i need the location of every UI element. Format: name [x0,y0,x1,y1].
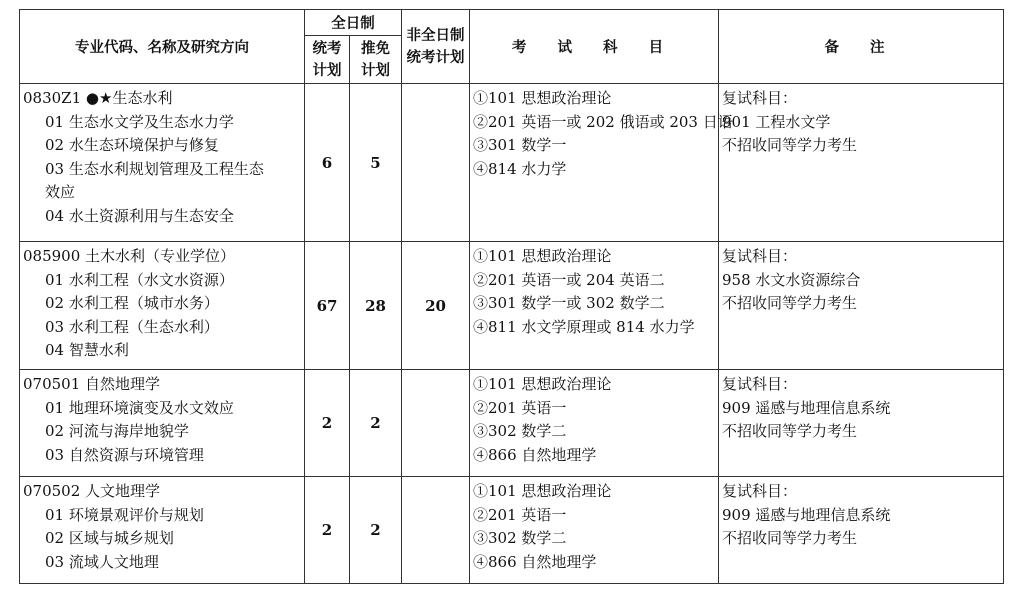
research-direction: 02 水利工程（城市水务） [45,294,219,313]
exam-subject: ④814 水力学 [473,159,567,178]
research-direction: 02 河流与海岸地貌学 [45,422,189,441]
unified-plan-count: 2 [305,370,350,477]
remark-line: 901 工程水文学 [722,112,831,131]
exempt-plan-count: 2 [350,370,402,477]
table-row [20,242,1004,370]
exam-subjects-cell [470,370,719,477]
research-direction: 02 区域与城乡规划 [45,529,174,548]
exam-subject: ①101 思想政治理论 [473,247,612,265]
table-row [20,84,1004,242]
remark-line: 958 水文水资源综合 [722,270,861,289]
header-remarks: 备 注 [719,10,1004,84]
table-row [20,370,1004,477]
exam-subject: ③302 数学二 [473,422,567,441]
major-cell [20,370,305,477]
remark-line: 不招收同等学力考生 [722,529,858,548]
exam-subject: ③302 数学二 [473,529,567,548]
major-name: 0830Z1 ●★生态水利 [23,89,173,107]
exam-subject: ④866 自然地理学 [473,445,597,464]
table-row [20,477,1004,584]
remark-line: 复试科目： [722,482,798,500]
research-direction: 01 环境景观评价与规划 [45,505,204,524]
exempt-plan-count: 2 [350,477,402,584]
remarks-cell [719,84,1004,242]
research-direction: 01 生态水文学及生态水力学 [45,112,234,131]
parttime-plan-count [402,84,470,242]
unified-plan-count: 67 [305,242,350,370]
remark-line: 909 遥感与地理信息系统 [722,505,891,524]
remark-line: 不招收同等学力考生 [722,294,858,313]
research-direction: 04 水土资源利用与生态安全 [45,206,234,225]
research-direction: 01 水利工程（水文水资源） [45,270,234,289]
header-fulltime-group: 全日制 [305,10,402,36]
research-direction: 效应 [45,183,76,202]
exam-subject: ②201 英语一或 204 英语二 [473,270,665,289]
parttime-plan-count [402,477,470,584]
research-direction: 01 地理环境演变及水文效应 [45,398,234,417]
exam-subject: ①101 思想政治理论 [473,89,612,107]
remark-line: 不招收同等学力考生 [722,422,858,441]
remark-line: 复试科目： [722,247,798,265]
major-name: 070502 人文地理学 [23,482,161,500]
research-direction: 03 流域人文地理 [45,552,159,571]
major-cell [20,84,305,242]
exam-subject: ①101 思想政治理论 [473,482,612,500]
remark-line: 复试科目： [722,375,798,393]
exam-subjects-cell [470,477,719,584]
exam-subject: ②201 英语一 [473,505,567,524]
admissions-table [19,9,1004,584]
header-unified-plan: 统考 计划 [305,36,350,84]
exam-subject: ③301 数学一 [473,136,567,155]
exam-subject: ③301 数学一或 302 数学二 [473,294,665,313]
exam-subject: ④866 自然地理学 [473,552,597,571]
parttime-plan-count: 20 [402,242,470,370]
research-direction: 03 生态水利规划管理及工程生态 [45,159,264,178]
exempt-plan-count: 5 [350,84,402,242]
remark-line: 不招收同等学力考生 [722,136,858,155]
remark-line: 复试科目： [722,89,798,107]
header-parttime-plan: 非全日制 统考计划 [402,10,470,84]
exam-subject: ④811 水文学原理或 814 水力学 [473,317,695,336]
exam-subjects-cell [470,242,719,370]
major-cell [20,242,305,370]
major-name: 070501 自然地理学 [23,375,161,393]
unified-plan-count: 2 [305,477,350,584]
research-direction: 03 自然资源与环境管理 [45,445,204,464]
unified-plan-count: 6 [305,84,350,242]
header-exempt-plan: 推免 计划 [350,36,402,84]
exam-subject: ②201 英语一或 202 俄语或 203 日语 [473,112,733,131]
remark-line: 909 遥感与地理信息系统 [722,398,891,417]
exam-subject: ②201 英语一 [473,398,567,417]
research-direction: 03 水利工程（生态水利） [45,317,219,336]
header-major: 专业代码、名称及研究方向 [20,10,305,84]
exam-subject: ①101 思想政治理论 [473,375,612,393]
major-name: 085900 土木水利（专业学位） [23,247,236,265]
header-exam-subjects: 考 试 科 目 [470,10,719,84]
parttime-plan-count [402,370,470,477]
remarks-cell [719,242,1004,370]
major-cell [20,477,305,584]
remarks-cell [719,477,1004,584]
exam-subjects-cell [470,84,733,242]
research-direction: 04 智慧水利 [45,341,129,360]
research-direction: 02 水生态环境保护与修复 [45,136,219,155]
remarks-cell [719,370,1004,477]
exempt-plan-count: 28 [350,242,402,370]
